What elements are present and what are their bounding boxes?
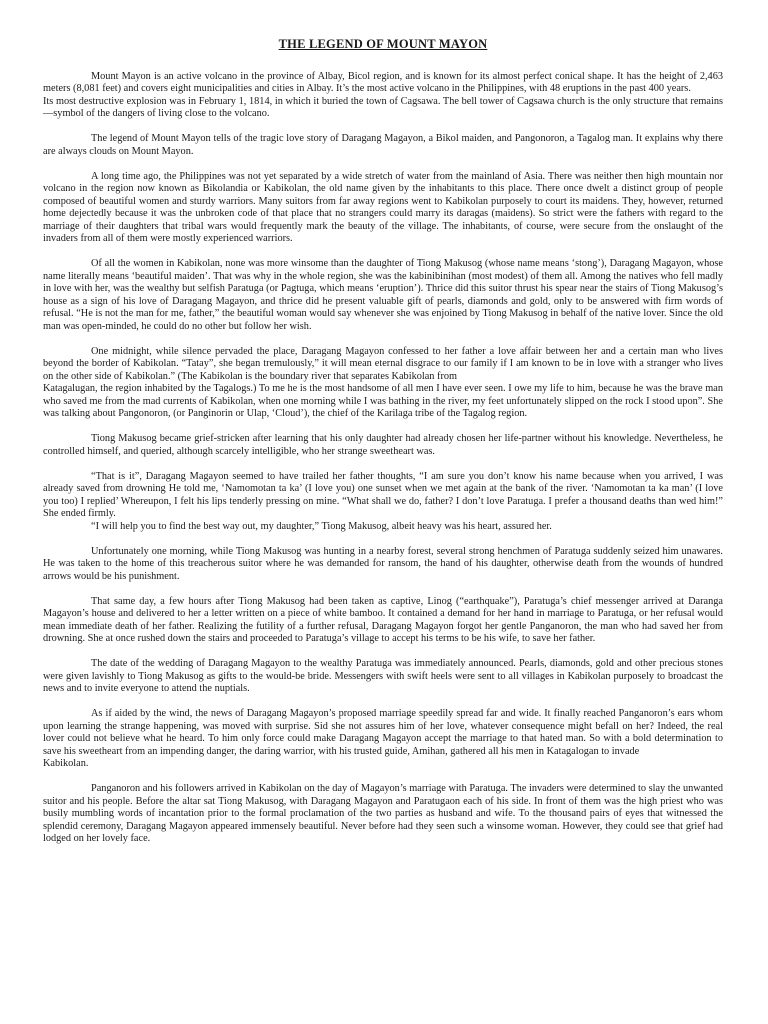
paragraph-line: Kabikolan. <box>43 758 89 769</box>
paragraph-grief <box>43 433 723 458</box>
paragraph-news-spread <box>43 708 723 771</box>
paragraph-arrival <box>43 783 723 846</box>
paragraph-line: That same day, a few hours after Tiong Makusog had been taken as captive, Linog (“earthquake”), Paratuga’s chief messenger arrived at Daranga Magayon’s house and delivered to her a letter written on a piece of white bamboo. It contained a demand for her hand in marriage to Paratuga, or her refusal would mean immediate death of her father. Realizing the futility of a further refusal, Daragang Magayon forgot her gentle Panganoron, the man who had saved her from drowning. She at once rushed down the stairs and proceeded to Paratuga’s village to accept his terms to be his wife, to save her father. <box>43 595 723 644</box>
paragraph-line: As if aided by the wind, the news of Daragang Magayon’s proposed marriage speedily spread far and wide. It finally reached Panganoron’s ears whom upon learning the strange happening, was moved with surprise. Sid she not assures him of her love, whatever consequence might befall on her? Indeed, the real lover could not believe what he heard. To him only force could make Daragang Magayon accept the marriage to that hated man. So with a bold determination to save his sweetheart from an impending danger, the daring warrior, with his trusted guide, Amihan, gathered all his men in Katagalogan to invade <box>43 708 723 757</box>
paragraph-seized <box>43 546 723 584</box>
document-page <box>43 34 723 858</box>
paragraph-confession <box>43 346 723 421</box>
paragraph-line: One midnight, while silence pervaded the place, Daragang Magayon confessed to her father a love affair between her and a certain man who lives beyond the border of Kabikolan. “Tatay”, she began tremulously,” it will mean eternal disgrace to our family if I am known to be in love with a stranger who lives on the other side of Kabikolan.” (The Kabikolan is the boundary river that separates Kabikolan from <box>43 345 723 382</box>
paragraph-line: “That is it”, Daragang Magayon seemed to have trailed her father thoughts, “I am sure you don’t know his name because when you arrived, I was already saved from drowning He told me, ‘Namomotan ta ka’ (I love you) one sunset when we met again at the bank of the river. ‘Namomotan ta ka man’ (I love you too) I replied’ Whereupon, I felt his lips tenderly pressing on mine. “What shall we do, father? I don’t love Paratuga. I prefer a thousand deaths than wed him!” She ended firmly. <box>43 470 723 519</box>
paragraph-messenger <box>43 596 723 646</box>
paragraph-line: Its most destructive explosion was in February 1, 1814, in which it buried the town of Cagsawa. The bell tower of Cagsawa church is the only structure that remains—symbol of the dangers of living close to the volcano. <box>43 95 723 119</box>
paragraph-line: Unfortunately one morning, while Tiong Makusog was hunting in a nearby forest, several strong henchmen of Paratuga suddenly seized him unawares. He was taken to the home of this treacherous suitor where he was demanded for ransom, the hand of his daughter, otherwise death from the wounds of hundred arrows would be his punishment. <box>43 545 723 582</box>
paragraph-intro <box>43 71 723 121</box>
paragraph-long-ago <box>43 171 723 246</box>
paragraph-line: Mount Mayon is an active volcano in the province of Albay, Bicol region, and is known for its almost perfect conical shape. It has the height of 2,463 meters (8,081 feet) and covers eight municipalities and cities in Albay. It’s the most active volcano in the Philippines, with 48 eruptions in the past 400 years. <box>43 70 723 94</box>
paragraph-line: Panganoron and his followers arrived in Kabikolan on the day of Magayon’s marriage with Paratuga. The invaders were determined to slay the unwanted suitor and his people. Before the altar sat Tiong Makusog, with Daragang Magayon and Paratugaon each of his side. In front of them was the high priest who was busily mumbling words of incantation prior to the formal proclamation of the two parties as husband and wife. To the thousand pairs of eyes that witnessed the splendid ceremony, Daragang Magayon appeared immensely beautiful. Never before had they seen such a winsome woman. However, they could see that grief had lodged on her lovely face. <box>43 783 723 844</box>
paragraph-line: Of all the women in Kabikolan, none was more winsome than the daughter of Tiong Makusog (whose name means ‘stong’), Daragang Magayon, whose name literally means ‘beautiful maiden’. That was why in the whole region, she was the kabinibinihan (most modest) of them all. Among the natives who fell madly in love with her, was the wealthy but selfish Paratuga (or Pagtuga, which means ‘eruption’). Thrice did this suitor thrust his spear near the stairs of Tiong Makusog’s house as a sign of his love of Daragang Magayon, and thrice did he present valuable gift of pearls, diamonds and gold, only to be answered with firm words of refusal. “He is not the man for me, father,” the beautiful woman would say whenever she was enjoined by Tiong Makusog in behalf of the native lover. Since the old man was open-minded, he could do no other but follow her wish. <box>43 258 723 332</box>
paragraph-line: Tiong Makusog became grief-stricken after learning that his only daughter had already chosen her life-partner without his knowledge. Nevertheless, he controlled himself, and queried, although scarcely intelligible, who her strange sweetheart was. <box>43 433 723 457</box>
paragraph-daragang-magayon <box>43 258 723 333</box>
paragraph-that-is-it <box>43 471 723 534</box>
paragraph-line: Katagalugan, the region inhabited by the Tagalogs.) To me he is the most handsome of all men I have ever seen. I owe my life to him, because he was the brave man who saved me from the mad currents of Kabikolan, when one morning while I was bathing in the river, my feet unfortunately slipped on the rock I stood upon”. She was talking about Pangonoron, (or Panginorin or Ulap, ‘Cloud’), the chief of the Karilaga tribe of the Tagalog region. <box>43 383 723 419</box>
paragraph-line: The legend of Mount Mayon tells of the tragic love story of Daragang Magayon, a Bikol maiden, and Pangonoron, a Tagalog man. It explains why there are always clouds on Mount Mayon. <box>43 133 723 157</box>
document-title: THE LEGEND OF MOUNT MAYON <box>278 37 488 51</box>
paragraph-legend-summary <box>43 133 723 158</box>
paragraph-line: The date of the wedding of Daragang Magayon to the wealthy Paratuga was immediately announced. Pearls, diamonds, gold and other precious stones were given lavishly to Tiong Makusog as gifts to the would-be bride. Messengers with swift heels were sent to all villages in Kabikolan purposely to broadcast the news and to invite everyone to attend the nuptials. <box>43 658 723 694</box>
paragraph-wedding-date <box>43 658 723 696</box>
paragraph-line: A long time ago, the Philippines was not yet separated by a wide stretch of water from the mainland of Asia. There was neither then high mountain nor volcano in the region now known as Bikolandia or Kabikolan, the old name given by the inhabitants to this place. There once dwelt a distinct group of people composed of beautiful women and sturdy warriors. Many suitors from far away regions went to Kabikolan purposely to court its maidens. They, however, returned home dejectedly because it was the unbroken code of that place that no strangers could marry its daragas (maidens). So strict were the fathers with regard to the marriage of their daughters that tribal wars would frequently mark the beauty of the village. The inhabitants, of course, were secure from the onslaught of the invaders from all of them were mostly experienced warriors. <box>43 170 723 244</box>
paragraph-line: “I will help you to find the best way out, my daughter,” Tiong Makusog, albeit heavy was his heart, assured her. <box>91 520 552 532</box>
